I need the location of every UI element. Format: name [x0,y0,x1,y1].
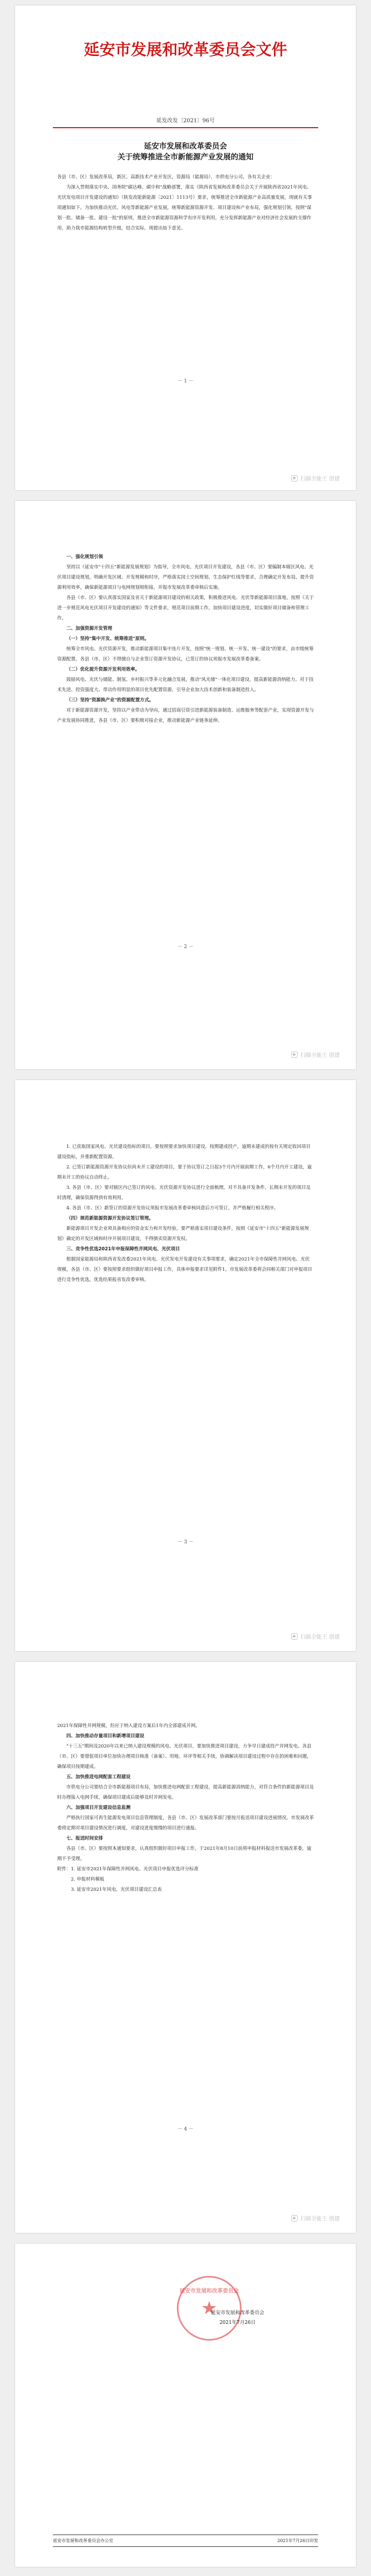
attachment-item: 2. 申报材料模板 [57,1877,105,1882]
page-number: － 3 － [177,1540,194,1545]
paragraph: "十三五"期间及2020年以来已纳入建设规模的风电、光伏项目，要加快推进项目建设，力争早日建成投产并网发电。各县（市、区）要督促项目单位加快办理项目核准（备案）、用地、环评等相关手续，协调解决项目建设过程中存在的困难和问题，确保项目按期建成。 [57,1744,312,1770]
page-1-body [57,172,314,234]
paragraph: 严格执行国家可再生能源发电项目信息管理制度，各县（市、区）发展改革部门要按月报送项目建设进展情况，市发展改革委将定期对项目建设情况进行调度，对建设进度缓慢的项目进行通报。 [57,1815,314,1831]
page-number: － 2 － [177,944,194,950]
section-heading: 五、加快推进电网配套工程建设 [66,1774,131,1780]
footer-divider [53,2546,318,2547]
document-page-3 [15,1080,356,1651]
paragraph: 各县（市、区）发展改革局，新区、高新技术产业开发区，资源局（能源局），市供电分公司，各有关企业： [57,175,275,180]
watermark [291,2214,340,2222]
star-icon: ★ [201,2297,218,2319]
page-2-body [57,552,314,726]
watermark [291,1050,340,1059]
watermark [291,1632,340,1640]
paragraph: 为深入贯彻落实中央、国务院"碳达峰、碳中和"战略部署，落实《陕西省发展和改革委员会关于开展陕西省2021年风电、光伏发电项目开发建设的通知》（陕发改能新能源〔2021〕1113号）要求，统筹推进全市新能源产业高质量发展，现就有关事项通知如下。为加快推动光伏、风电等新能源产业发展，统筹新能源资源开发、项目建设和产业布局，强化规划引领，按照"谋划一批、储备一批、建设一批"的原则，推进全市新能源资源科学有序开发利用，充分发挥新能源产业对经济社会发展的支撑作用，助力我市能源结构转型升级，结合实际，现提出如下意见。 [57,185,312,231]
attachment-item: 3. 延安市2021年风电、光伏项目建设汇总表 [57,1887,162,1892]
title-line-2: 关于统筹推进全市新能源产业发展的通知 [118,153,253,162]
scanner-app-icon [291,2215,298,2222]
section-heading: 三、竞争性优选2021年申报保障性并网风电、光伏项目 [66,1247,180,1252]
section-heading: 一、强化规划引领 [66,554,104,560]
page-number: － 1 － [177,379,194,384]
sign-organization: 延安市发展和改革委员会 [210,2310,264,2316]
section-heading: 六、加强项目开发建设信息监测 [66,1805,131,1811]
footer-date: 2021年7月26日印发 [277,2538,318,2543]
paragraph: 各县（市、区）要认真落实国家及省关于新能源项目建设的相关政策，积极推进风电、光伏等新能源项目落地，按照《关于进一步规范风电光伏项目开发建设的通知》等文件要求，规范项目前期工作，加快项目建设进度，切实做好项目储备和管理工作。 [57,595,314,621]
paragraph: 1. 已获取国家风电、光伏建设指标的项目，要按照要求加快项目建设，按期建成投产，逾期未建成的按有关规定收回项目建设指标，并重新配置资源。 [57,1144,311,1160]
watermark-text: 扫描全能王 创建 [300,2216,340,2222]
red-divider [53,127,318,128]
document-footer [53,2538,318,2544]
watermark-text: 扫描全能王 创建 [300,1634,340,1640]
watermark-text: 扫描全能王 创建 [300,476,340,482]
subsection-heading: （四）规范新能源资源开发协议签订管理。 [66,1216,154,1221]
seal-text: 延安市发展和改革委员会 [180,2288,239,2294]
paragraph: 3. 各县（市、区）要对辖区内已签订的风电、光伏资源开发协议进行全面梳理，对不具备开发条件、长期未开发的项目及时清理，确保资源得到有效利用。 [57,1185,311,1201]
paragraph: 各县（市、区）要按照本通知要求，认真组织做好项目申报工作，于2021年8月10日前将申报材料报送市发展改革委，逾期不予受理。 [57,1846,312,1862]
document-page-4 [15,1662,356,2233]
paragraph: 鼓励风电、光伏与储能、制氢、乡村振兴等多元化融合发展，推动"风光储"一体化项目建设，提高新能源消纳能力。对于技术先进、投资强度大、带动作用明显的项目优先配置资源，引导企业加大技术创新和装备制造投入。 [57,677,314,693]
paragraph: 2. 已签订新能源资源开发协议但尚未开工建设的项目，要于协议签订之日起3个月内开展前期工作，6个月内开工建设，逾期未开工的协议自动终止。 [57,1165,312,1180]
page-number: － 4 － [177,2127,194,2132]
sign-date: 2021年7月26日 [219,2320,256,2326]
watermark-text: 扫描全能王 创建 [300,1053,340,1059]
paragraph: 坚持以《延安市"十四五"新能源发展规划》为指导，全市风电、光伏项目开发建设，各县（市、区）要编制本辖区风电、光伏项目建设规划，明确开发区域、开发规模和时序，严格落实国土空间规划、生态保护红线等要求，合理确定开发布局，提升资源利用效率，确保新能源项目与电网规划相衔接，并报市发展改革委审核后实施。 [57,565,314,590]
subsection-heading: （一）坚持"集中开发、统筹推进"原则。 [66,636,149,642]
document-page-5 [15,2244,356,2567]
document-page-1 [15,5,356,490]
watermark [291,474,340,482]
paragraph: 2021年保障性并网规模，但应于纳入建设方案后1年内全部建成并网。 [57,1723,201,1729]
page-3-body [57,1142,314,1285]
paragraph: 根据国家能源局和陕西省发改委2021年风电、光伏发电开发建设有关事项要求，确定2021年全市保障性并网风电、光伏规模，各县（市、区）要按照要求组织做好项目申报工作，具体申报要求详见附件1。市发展改革委将会同相关部门对申报项目进行竞争性优选，优选结果报省发改委审核。 [57,1257,312,1283]
subsection-heading: （二）优化提升资源开发利用效率。 [66,667,140,672]
document-masthead: 延安市发展和改革委员会文件 [84,40,287,59]
title-line-1: 延安市发展和改革委员会 [144,142,227,151]
paragraph: 统筹全市风电、光伏资源开发，推动新能源项目集中连片开发，按照"统一规划、统一开发、统一建设"的要求，由市级统筹资源配置，各县（市、区）不得擅自与企业签订资源开发协议，已签订的协议须报市发展改革委备案。 [57,646,314,662]
signature-block [211,2308,264,2328]
paragraph: 对于新能源资源开发，坚持以产业带动为导向，通过招商引资引进新能源装备制造、运维服务等配套产业，实现资源开发与产业发展协同推进，各县（市、区）要积极对接企业，推动新能源产业链条延伸。 [57,708,314,723]
subsection-heading: （三）坚持"资源换产业"的资源配置方式。 [66,698,154,703]
attachment-item: 附件：1. 延安市2021年保障性并网风电、光伏项目申报优选评分标准 [57,1867,198,1872]
paragraph: 4. 各县（市、区）新签订的资源开发协议须报市发展改革委审核同意后方可签订，并严格履行相关程序。 [66,1206,279,1211]
document-title [15,141,356,163]
page-4-body [57,1721,314,1895]
document-page-2 [15,501,356,1069]
scanner-app-icon [291,475,298,482]
section-heading: 四、加快推动存量项目和新增项目建设 [66,1733,145,1739]
section-heading: 七、报送时间安排 [66,1836,104,1841]
scanner-app-icon [291,1633,298,1640]
section-heading: 二、加强资源开发管理 [66,626,113,631]
paragraph: 新能源项目开发企业须具备相应的资金实力和开发经验，要严格落实项目建设条件，按照《延安市"十四五"新能源发展规划》确定的开发区域和时序开展项目建设，不得倒卖资源开发权。 [57,1226,309,1242]
paragraph: 市供电分公司要结合全市新能源项目布局，加快推进电网配套工程建设，提高新能源消纳能力，对符合条件的新能源项目及时办理接入电网手续，确保项目建成后能够及时并网发电。 [57,1785,314,1800]
scanner-app-icon [291,1052,298,1058]
document-number: 延发改发〔2021〕96号 [156,118,215,124]
footer-issuer: 延安市发展和改革委员会办公室 [53,2538,113,2543]
